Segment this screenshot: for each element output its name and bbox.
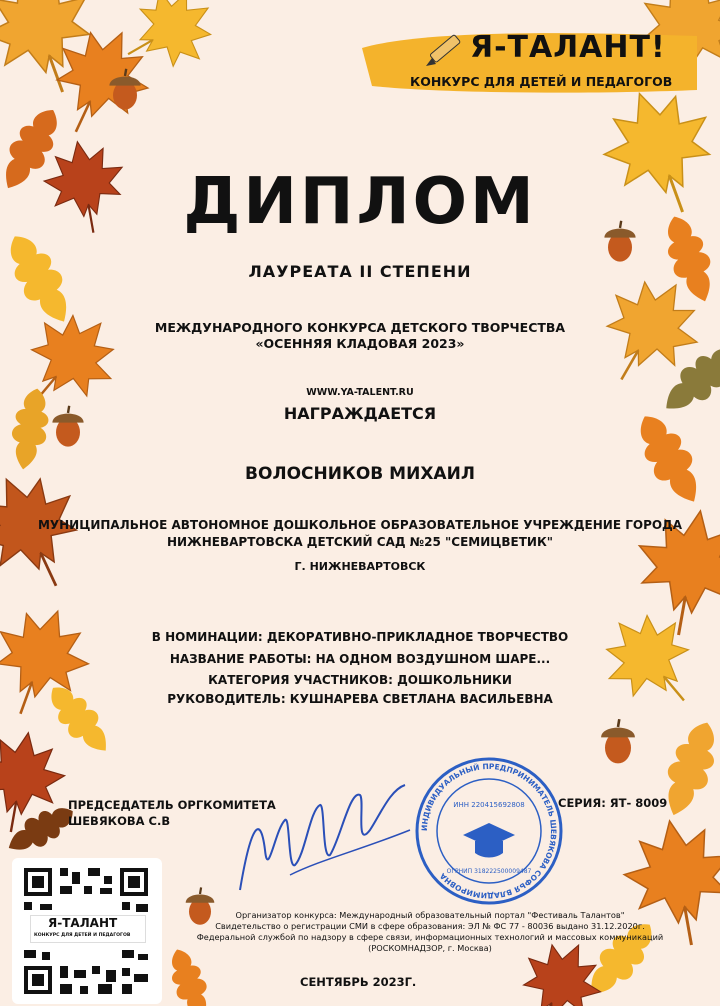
chairman-title: ПРЕДСЕДАТЕЛЬ ОРГКОМИТЕТА: [68, 798, 276, 812]
logo-title: Я-ТАЛАНТ!: [470, 30, 666, 65]
series-number: СЕРИЯ: ЯТ- 8009: [558, 796, 668, 810]
diploma-degree: ЛАУРЕАТА II СТЕПЕНИ: [248, 262, 472, 281]
participant-category: КАТЕГОРИЯ УЧАСТНИКОВ: ДОШКОЛЬНИКИ: [208, 673, 512, 687]
chairman-name: ШЕВЯКОВА С.В: [68, 814, 171, 828]
pencil-icon: [420, 30, 470, 74]
organization-line-1: МУНИЦИПАЛЬНОЕ АВТОНОМНОЕ ДОШКОЛЬНОЕ ОБРАЗОВАТЕЛЬНОЕ УЧРЕЖДЕНИЕ ГОРОДА: [37, 518, 683, 532]
winner-name: ВОЛОСНИКОВ МИХАИЛ: [245, 464, 475, 484]
nomination: В НОМИНАЦИИ: ДЕКОРАТИВНО-ПРИКЛАДНОЕ ТВОРЧЕСТВО: [151, 630, 569, 644]
issue-date: СЕНТЯБРЬ 2023Г.: [300, 975, 417, 989]
svg-text:ИНДИВИДУАЛЬНЫЙ ПРЕДПРИНИМАТЕЛЬ: ИНДИВИДУАЛЬНЫЙ ПРЕДПРИНИМАТЕЛЬ ШЕВЯКОВА СОФЬЯ ВЛАДИМИРОВНА: [419, 761, 559, 901]
official-stamp: [413, 755, 565, 907]
awarded-label: НАГРАЖДАЕТСЯ: [283, 404, 437, 423]
diploma-title: ДИПЛОМ: [183, 165, 537, 239]
supervisor: РУКОВОДИТЕЛЬ: КУШНАРЕВА СВЕТЛАНА ВАСИЛЬЕВНА: [167, 692, 553, 706]
organizer-line-2: Свидетельство о регистрации СМИ в сфере образования: ЭЛ № ФС 77 - 80036 выдано 31.12.2020г.: [215, 921, 645, 931]
signature-image: [230, 770, 430, 915]
contest-name-line-2: «ОСЕННЯЯ КЛАДОВАЯ 2023»: [255, 336, 465, 351]
work-title: НАЗВАНИЕ РАБОТЫ: НА ОДНОМ ВОЗДУШНОМ ШАРЕ...: [169, 652, 551, 666]
svg-text:ОГРНИП 318222500009487: ОГРНИП 318222500009487: [446, 868, 532, 875]
organizer-line-3: Федеральной службой по надзору в сфере связи, информационных технологий и массовых коммуникаций: [196, 932, 664, 942]
organizer-line-4: (РОСКОМНАДЗОР, г. Москва): [368, 943, 492, 953]
organizer-info: [180, 910, 680, 954]
website-link[interactable]: WWW.YA-TALENT.RU: [306, 387, 414, 398]
qr-logo-title: Я-ТАЛАНТ: [48, 916, 118, 930]
qr-logo-subtitle: КОНКУРС ДЛЯ ДЕТЕЙ И ПЕДАГОГОВ: [34, 933, 131, 938]
organizer-line-1: Организатор конкурса: Международный образовательный портал "Фестиваль Талантов": [235, 910, 625, 920]
logo-subtitle: КОНКУРС ДЛЯ ДЕТЕЙ И ПЕДАГОГОВ: [410, 74, 673, 89]
svg-text:ИНН 220415692808: ИНН 220415692808: [453, 801, 525, 809]
city: Г. НИЖНЕВАРТОВСК: [294, 560, 426, 573]
contest-name-line-1: МЕЖДУНАРОДНОГО КОНКУРСА ДЕТСКОГО ТВОРЧЕСТВА: [154, 320, 566, 335]
organization-line-2: НИЖНЕВАРТОВСКА ДЕТСКИЙ САД №25 "СЕМИЦВЕТИК": [166, 535, 554, 549]
